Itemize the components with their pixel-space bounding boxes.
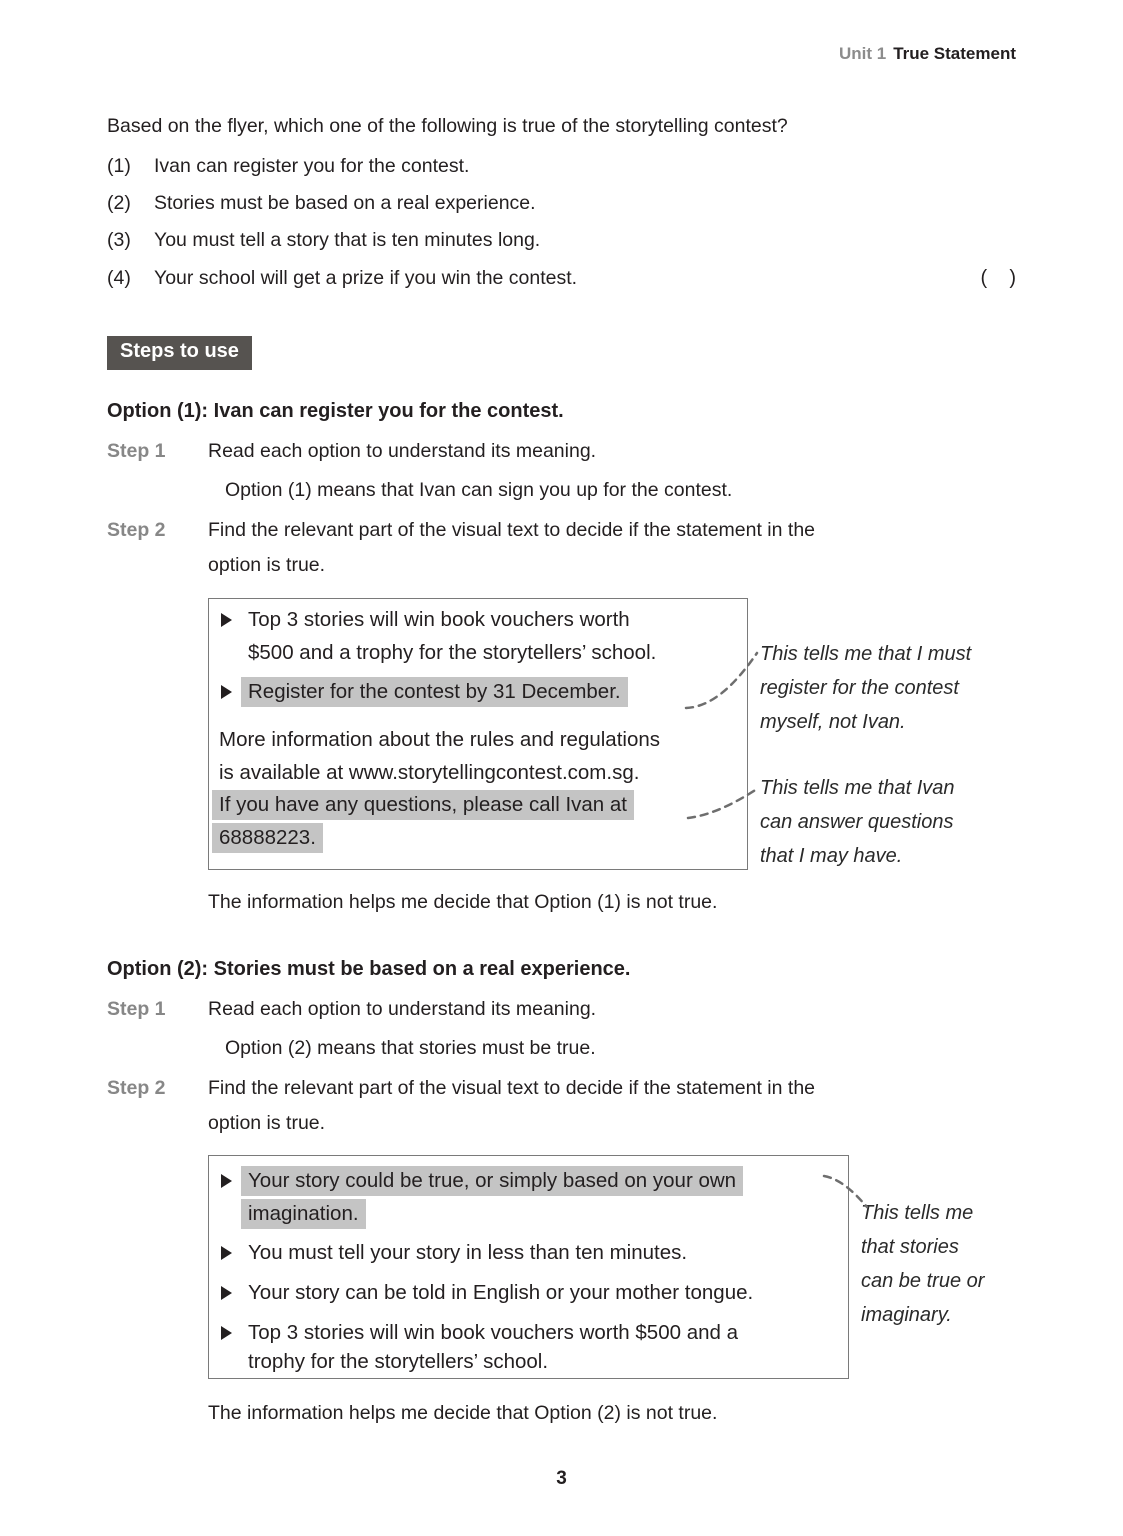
flyer-line-highlighted xyxy=(212,790,634,820)
option-row-3 xyxy=(107,229,1016,252)
flyer-excerpt-box-2 xyxy=(208,1155,849,1379)
flyer-line-highlighted xyxy=(241,1199,366,1229)
steps-to-use-badge: Steps to use xyxy=(107,336,252,370)
unit-number: Unit 1 xyxy=(838,44,887,63)
annotation-line: myself, not Ivan. xyxy=(760,711,906,733)
option-text: Your school will get a prize if you win the contest. xyxy=(154,267,578,289)
page-header xyxy=(839,44,1016,64)
bullet-triangle-icon xyxy=(221,1326,232,1340)
flyer-line: trophy for the storytellers’ school. xyxy=(248,1350,549,1373)
bullet-triangle-icon xyxy=(221,1286,232,1300)
step-2-text-line-1: Find the relevant part of the visual text to decide if the statement in the xyxy=(208,519,816,541)
step-1-note: Option (2) means that stories must be true. xyxy=(225,1037,596,1059)
annotation-line: This tells me xyxy=(861,1202,974,1224)
highlight: Your story could be true, or simply based on your own xyxy=(241,1166,743,1196)
margin-annotation-3 xyxy=(861,1196,984,1332)
flyer-line: Your story can be told in English or your mother tongue. xyxy=(248,1281,754,1304)
step-1-label: Step 1 xyxy=(107,998,166,1020)
flyer-excerpt-box-1 xyxy=(208,598,748,870)
step-2-text-line-1: Find the relevant part of the visual text to decide if the statement in the xyxy=(208,1077,816,1099)
flyer-line-highlighted xyxy=(212,823,323,853)
annotation-line: imaginary. xyxy=(861,1304,952,1326)
step-2-label: Step 2 xyxy=(107,1077,166,1099)
option-row-1 xyxy=(107,155,1016,178)
bullet-triangle-icon xyxy=(221,1174,232,1188)
section-2-heading: Option (2): Stories must be based on a real experience. xyxy=(107,958,631,980)
step-1-label: Step 1 xyxy=(107,440,166,462)
margin-annotation-2 xyxy=(760,771,955,873)
option-number: (2) xyxy=(107,192,131,214)
annotation-line: register for the contest xyxy=(760,677,959,699)
highlight: imagination. xyxy=(241,1199,366,1229)
flyer-line: is available at www.storytellingcontest.com.sg. xyxy=(219,761,640,784)
unit-title: True Statement xyxy=(893,44,1016,63)
flyer-line-highlighted xyxy=(241,1166,743,1196)
option-row-4 xyxy=(107,267,1016,290)
step-1-text: Read each option to understand its meaning. xyxy=(208,998,597,1020)
annotation-line: This tells me that Ivan xyxy=(760,777,955,799)
option-text: Ivan can register you for the contest. xyxy=(154,155,470,177)
margin-annotation-1 xyxy=(760,637,971,739)
section-2-conclusion: The information helps me decide that Option (2) is not true. xyxy=(208,1402,718,1424)
section-1-conclusion: The information helps me decide that Option (1) is not true. xyxy=(208,891,718,913)
answer-brackets: ( ) xyxy=(980,267,1016,289)
page-number: 3 xyxy=(556,1468,567,1489)
bullet-triangle-icon xyxy=(221,685,232,699)
step-2-label: Step 2 xyxy=(107,519,166,541)
highlight: Register for the contest by 31 December. xyxy=(241,677,628,707)
flyer-line: More information about the rules and regulations xyxy=(219,728,661,751)
annotation-line: can answer questions xyxy=(760,811,954,833)
flyer-line: Top 3 stories will win book vouchers worth xyxy=(248,608,630,631)
option-number: (1) xyxy=(107,155,131,177)
section-1-heading: Option (1): Ivan can register you for the contest. xyxy=(107,400,564,422)
option-text: Stories must be based on a real experience. xyxy=(154,192,536,214)
step-2-text-line-2: option is true. xyxy=(208,1112,326,1134)
option-number: (4) xyxy=(107,267,131,289)
option-row-2 xyxy=(107,192,1016,215)
step-2-text-line-2: option is true. xyxy=(208,554,326,576)
annotation-line: This tells me that I must xyxy=(760,643,972,665)
option-number: (3) xyxy=(107,229,131,251)
bullet-triangle-icon xyxy=(221,1246,232,1260)
question-stem: Based on the flyer, which one of the following is true of the storytelling contest? xyxy=(107,115,788,137)
annotation-line: that I may have. xyxy=(760,845,903,867)
flyer-line: $500 and a trophy for the storytellers’ school. xyxy=(248,641,657,664)
flyer-line: You must tell your story in less than ten minutes. xyxy=(248,1241,688,1264)
annotation-line: that stories xyxy=(861,1236,959,1258)
flyer-line: Top 3 stories will win book vouchers worth $500 and a xyxy=(248,1321,738,1344)
annotation-line: can be true or xyxy=(861,1270,985,1292)
step-1-text: Read each option to understand its meaning. xyxy=(208,440,597,462)
step-1-note: Option (1) means that Ivan can sign you up for the contest. xyxy=(225,479,733,501)
option-text: You must tell a story that is ten minutes long. xyxy=(154,229,541,251)
bullet-triangle-icon xyxy=(221,613,232,627)
highlight: If you have any questions, please call Ivan at xyxy=(212,790,634,820)
flyer-line-highlighted xyxy=(241,677,628,707)
highlight: 68888223. xyxy=(212,823,323,853)
